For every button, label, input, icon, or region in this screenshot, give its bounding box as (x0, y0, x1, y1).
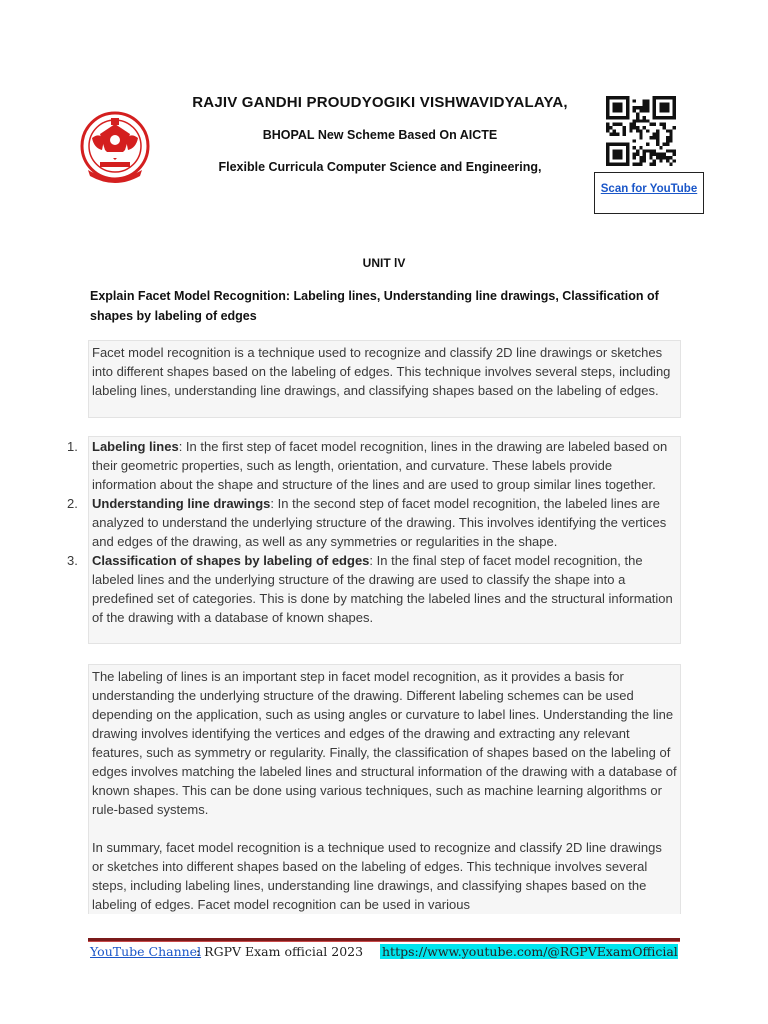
qr-module (669, 163, 672, 166)
qr-module (646, 109, 649, 112)
qr-module (666, 156, 669, 159)
qr-module (636, 106, 639, 109)
qr-module (653, 99, 656, 102)
qr-module (619, 109, 622, 112)
qr-module (613, 96, 616, 99)
qr-module (606, 149, 609, 152)
qr-module (626, 163, 629, 166)
qr-module (653, 113, 656, 116)
qr-module (636, 126, 639, 129)
qr-module (636, 153, 639, 156)
qr-module (613, 106, 616, 109)
qr-module (663, 106, 666, 109)
footer-rule-accent (88, 941, 680, 942)
qr-module (619, 103, 622, 106)
qr-module (619, 153, 622, 156)
qr-module (626, 146, 629, 149)
qr-module (666, 109, 669, 112)
qr-module (659, 116, 662, 119)
qr-module (609, 133, 612, 136)
list-item (67, 551, 680, 627)
qr-module (616, 123, 619, 126)
qr-module (646, 99, 649, 102)
qr-module (606, 156, 609, 159)
qr-module (619, 143, 622, 146)
youtube-qr-code[interactable] (606, 96, 676, 166)
qr-module (649, 156, 652, 159)
qr-module (663, 103, 666, 106)
qr-module (656, 116, 659, 119)
qr-module (659, 156, 662, 159)
qr-module (606, 103, 609, 106)
qr-module (626, 113, 629, 116)
qr-module (633, 106, 636, 109)
qr-module (663, 126, 666, 129)
qr-module (609, 126, 612, 129)
qr-module (653, 96, 656, 99)
qr-module (623, 143, 626, 146)
qr-module (613, 143, 616, 146)
qr-module (623, 126, 626, 129)
qr-module (606, 159, 609, 162)
qr-module (643, 109, 646, 112)
qr-module (633, 99, 636, 102)
qr-module (606, 126, 609, 129)
unit-heading: UNIT lV (362, 256, 406, 270)
qr-module (673, 126, 676, 129)
qr-module (626, 106, 629, 109)
qr-module (626, 159, 629, 162)
qr-module (653, 103, 656, 106)
qr-module (613, 153, 616, 156)
qr-module (636, 116, 639, 119)
qr-module (666, 149, 669, 152)
qr-module (626, 99, 629, 102)
qr-module (633, 139, 636, 142)
step-title: Understanding line drawings (92, 496, 271, 511)
qr-module (626, 109, 629, 112)
qr-module (639, 106, 642, 109)
qr-module (639, 129, 642, 132)
qr-module (666, 139, 669, 142)
qr-module (606, 129, 609, 132)
qr-module (606, 99, 609, 102)
qr-module (646, 106, 649, 109)
qr-module (613, 116, 616, 119)
list-item (67, 437, 680, 494)
qr-module (606, 96, 609, 99)
qr-module (666, 143, 669, 146)
qr-module (616, 163, 619, 166)
qr-module (659, 103, 662, 106)
qr-module (616, 109, 619, 112)
qr-module (659, 123, 662, 126)
qr-module (616, 96, 619, 99)
qr-module (613, 163, 616, 166)
list-item (67, 494, 680, 551)
step-title: Labeling lines (92, 439, 179, 454)
scan-for-youtube-link[interactable]: Scan for YouTube (600, 183, 698, 195)
qr-module (626, 156, 629, 159)
qr-module (629, 126, 632, 129)
qr-module (639, 163, 642, 166)
qr-module (626, 143, 629, 146)
step-title: Classification of shapes by labeling of edges (92, 553, 370, 568)
qr-module (609, 163, 612, 166)
qr-module (619, 149, 622, 152)
qr-module (606, 153, 609, 156)
step-number: 2. (67, 496, 78, 511)
qr-module (606, 113, 609, 116)
qr-module (643, 126, 646, 129)
qr-module (653, 123, 656, 126)
qr-module (669, 129, 672, 132)
university-name: RAJIV GANDHI PROUDYOGIKI VISHWAVIDYALAYA, (192, 94, 568, 111)
qr-module (616, 106, 619, 109)
youtube-url-link[interactable]: https://www.youtube.com/@RGPVExamOfficial (382, 944, 678, 959)
qr-module (666, 103, 669, 106)
youtube-channel-name: : RGPV Exam official 2023 (196, 944, 364, 959)
qr-module (659, 146, 662, 149)
qr-module (639, 133, 642, 136)
qr-module (623, 116, 626, 119)
qr-module (606, 106, 609, 109)
scan-caption-box (594, 172, 704, 214)
body-panel (88, 664, 681, 914)
qr-module (613, 149, 616, 152)
qr-module (656, 143, 659, 146)
qr-module (613, 103, 616, 106)
qr-module (623, 129, 626, 132)
qr-module (663, 156, 666, 159)
qr-module (639, 136, 642, 139)
qr-module (659, 153, 662, 156)
qr-module (643, 159, 646, 162)
qr-module (633, 123, 636, 126)
qr-module (669, 149, 672, 152)
qr-module (623, 163, 626, 166)
qr-module (633, 163, 636, 166)
qr-module (613, 156, 616, 159)
qr-module (663, 143, 666, 146)
qr-module (646, 143, 649, 146)
qr-module (616, 133, 619, 136)
qr-module (619, 106, 622, 109)
qr-module (626, 103, 629, 106)
qr-module (663, 96, 666, 99)
qr-module (643, 116, 646, 119)
qr-module (666, 129, 669, 132)
qr-module (663, 109, 666, 112)
qr-module (633, 153, 636, 156)
qr-module (643, 119, 646, 122)
steps-list (67, 437, 680, 627)
qr-module (643, 156, 646, 159)
university-logo (80, 110, 150, 188)
qr-module (609, 143, 612, 146)
qr-module (656, 153, 659, 156)
qr-module (643, 153, 646, 156)
qr-module (673, 103, 676, 106)
qr-module (669, 116, 672, 119)
qr-module (616, 116, 619, 119)
qr-module (649, 163, 652, 166)
qr-module (673, 116, 676, 119)
qr-module (613, 109, 616, 112)
qr-module (606, 146, 609, 149)
qr-module (653, 133, 656, 136)
qr-module (653, 106, 656, 109)
qr-module (626, 149, 629, 152)
qr-module (606, 116, 609, 119)
qr-module (673, 106, 676, 109)
qr-module (613, 133, 616, 136)
step-text: : In the final step of facet model recognition, the labeled lines and the underlying structure of the drawing are used to classify the shape into a predefined set of categories. This is done by matching the labeled lines and the structural information of the drawing with a database of known shapes. (92, 553, 673, 625)
qr-module (629, 123, 632, 126)
qr-module (626, 96, 629, 99)
qr-module (619, 96, 622, 99)
qr-module (613, 129, 616, 132)
qr-module (649, 136, 652, 139)
qr-module (673, 99, 676, 102)
qr-module (673, 159, 676, 162)
qr-module (673, 153, 676, 156)
step-text: : In the first step of facet model recognition, lines in the drawing are labeled based on their geometric properties, such as length, orientation, and curvature. These labels provide information about the shape and structure of the lines and are used to group similar lines together. (92, 439, 668, 492)
qr-module (656, 133, 659, 136)
qr-module (616, 149, 619, 152)
step-number: 1. (67, 439, 78, 454)
qr-module (606, 109, 609, 112)
qr-module (659, 159, 662, 162)
qr-module (639, 109, 642, 112)
qr-module (646, 119, 649, 122)
qr-module (663, 123, 666, 126)
qr-module (613, 123, 616, 126)
qr-module (606, 163, 609, 166)
qr-module (619, 123, 622, 126)
qr-module (646, 103, 649, 106)
qr-module (653, 163, 656, 166)
qr-module (673, 109, 676, 112)
qr-module (639, 159, 642, 162)
qr-module (649, 149, 652, 152)
question-heading: Explain Facet Model Recognition: Labeling lines, Understanding line drawings, Classification of shapes by labeling of edges (90, 289, 659, 323)
qr-module (616, 143, 619, 146)
qr-module (636, 163, 639, 166)
curricula-line: Flexible Curricula Computer Science and Engineering, (218, 160, 542, 174)
qr-module (619, 156, 622, 159)
qr-module (653, 149, 656, 152)
step-text: : In the second step of facet model recognition, the labeled lines are analyzed to understand the underlying structure of the drawing. This involves identifying the vertices and edges of the drawing, as well as any symmetries or regularities in the shape. (92, 496, 667, 549)
qr-module (623, 133, 626, 136)
qr-module (636, 149, 639, 152)
qr-module (666, 136, 669, 139)
qr-module (633, 126, 636, 129)
qr-module (629, 129, 632, 132)
qr-module (639, 119, 642, 122)
qr-module (653, 159, 656, 162)
qr-module (669, 156, 672, 159)
qr-module (636, 129, 639, 132)
qr-module (616, 153, 619, 156)
qr-module (673, 149, 676, 152)
body-paragraph: The labeling of lines is an important step in facet model recognition, as it provides a basis for understanding the underlying structure of the drawing. Different labeling schemes can be used depending on the application, such as using angles or curvature to label lines. Understanding the line drawing involves identifying the vertices and edges of the drawing and extracting any relevant features, such as symmetry or regularity. Finally, the classification of shapes based on the labeling of edges involves matching the labeled lines and structural information of the drawing with a database of known shapes. This can be done using various techniques, such as machine learning algorithms or rule-based systems. (92, 669, 677, 817)
qr-module (643, 149, 646, 152)
youtube-channel-link[interactable]: YouTube Channel (90, 944, 202, 959)
qr-module (666, 159, 669, 162)
qr-module (673, 113, 676, 116)
qr-module (666, 106, 669, 109)
qr-module (639, 146, 642, 149)
qr-module (626, 116, 629, 119)
scheme-line: BHOPAL New Scheme Based On AICTE (262, 128, 498, 142)
summary-paragraph: In summary, facet model recognition is a technique used to recognize and classify 2D line drawings or sketches into different shapes based on the labeling of edges. This technique involves several steps, including labeling lines, understanding line drawings, and classifying shapes based on the labeling of edges. Facet model recognition can be used in various (92, 840, 662, 912)
qr-module (626, 153, 629, 156)
qr-module (646, 149, 649, 152)
qr-module (663, 116, 666, 119)
qr-module (643, 99, 646, 102)
qr-module (666, 116, 669, 119)
qr-module (653, 116, 656, 119)
qr-module (669, 136, 672, 139)
qr-module (653, 109, 656, 112)
qr-module (656, 96, 659, 99)
qr-module (643, 106, 646, 109)
qr-module (633, 146, 636, 149)
intro-panel (88, 340, 681, 418)
qr-module (669, 96, 672, 99)
qr-module (606, 143, 609, 146)
steps-panel (67, 436, 681, 644)
qr-module (623, 96, 626, 99)
qr-module (646, 129, 649, 132)
qr-module (666, 96, 669, 99)
qr-module (633, 109, 636, 112)
qr-module (663, 153, 666, 156)
qr-module (673, 96, 676, 99)
qr-module (659, 106, 662, 109)
qr-module (616, 103, 619, 106)
qr-module (649, 123, 652, 126)
qr-module (656, 136, 659, 139)
qr-module (606, 123, 609, 126)
qr-module (636, 119, 639, 122)
qr-module (653, 153, 656, 156)
qr-module (659, 109, 662, 112)
step-number: 3. (67, 553, 78, 568)
qr-module (656, 139, 659, 142)
qr-module (649, 153, 652, 156)
qr-module (633, 119, 636, 122)
qr-module (669, 133, 672, 136)
intro-paragraph: Facet model recognition is a technique used to recognize and classify 2D line drawings or sketches into different shapes based on the labeling of edges. This technique involves several steps, including labeling lines, understanding line drawings, and classifying shapes based on the labeling of edges. (92, 345, 671, 398)
qr-module (643, 103, 646, 106)
qr-module (636, 113, 639, 116)
qr-module (609, 96, 612, 99)
qr-module (616, 156, 619, 159)
qr-module (609, 116, 612, 119)
qr-module (619, 116, 622, 119)
qr-module (659, 96, 662, 99)
qr-module (619, 163, 622, 166)
qr-module (669, 139, 672, 142)
qr-module (653, 136, 656, 139)
qr-module (633, 156, 636, 159)
qr-module (656, 156, 659, 159)
qr-module (656, 129, 659, 132)
qr-module (639, 156, 642, 159)
